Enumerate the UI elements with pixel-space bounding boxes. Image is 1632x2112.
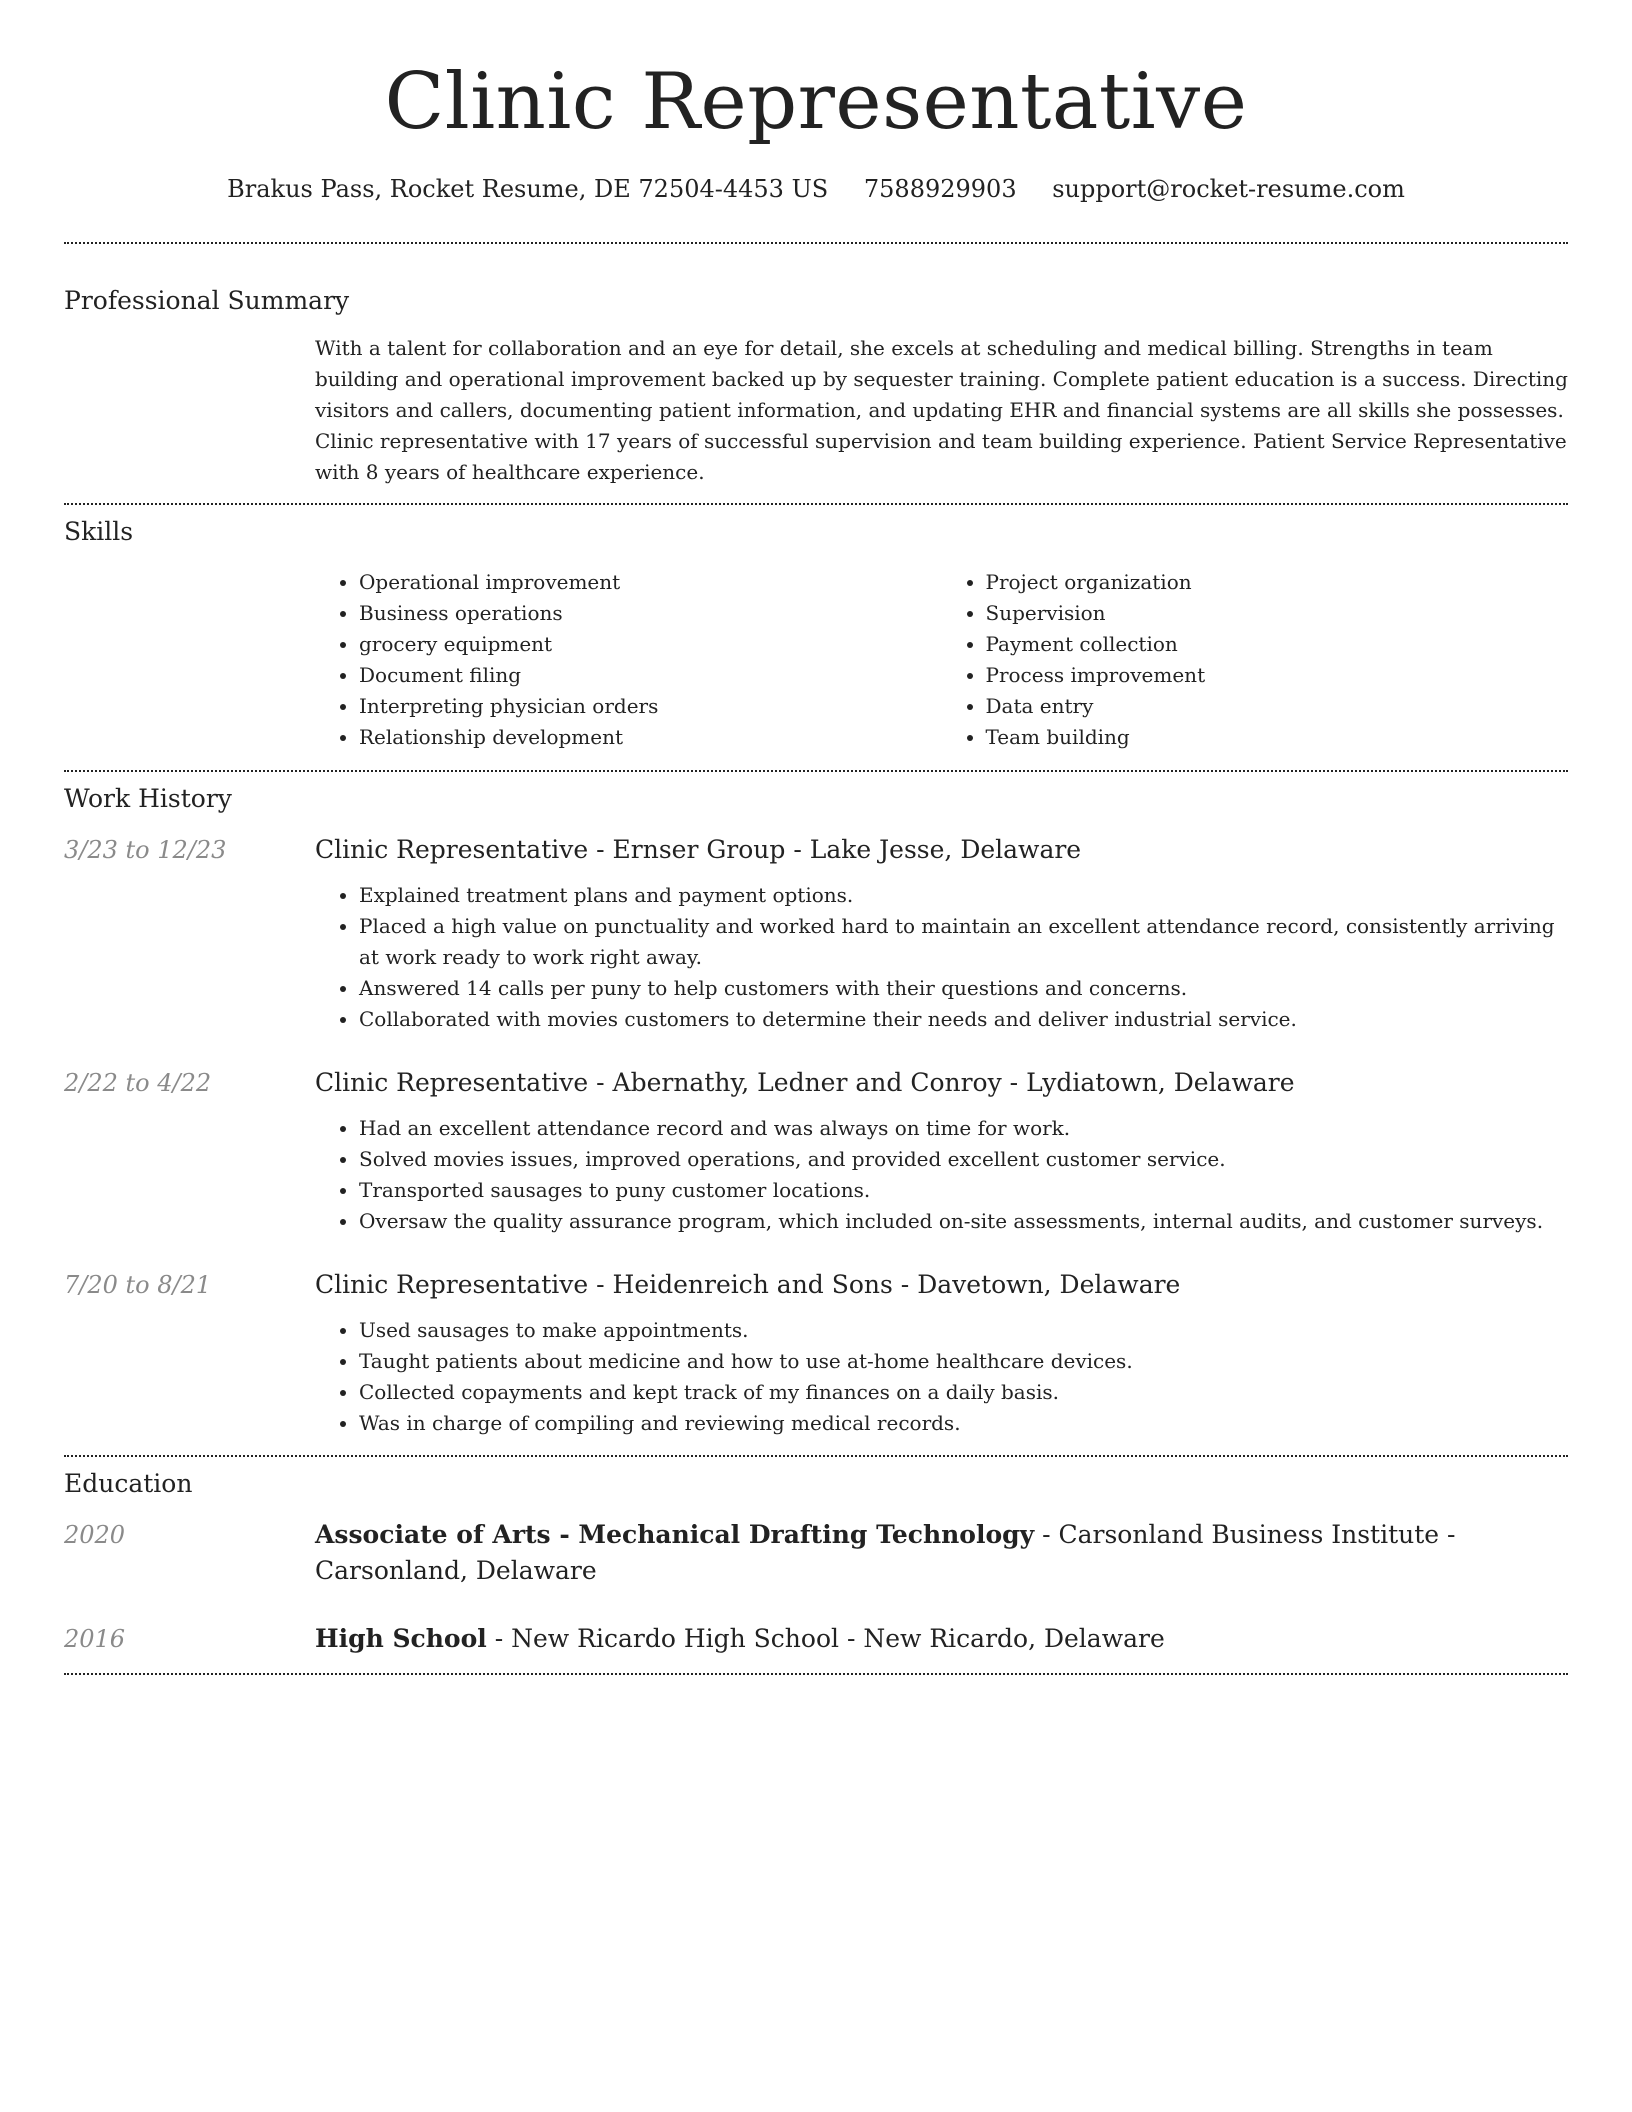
education-list	[64, 1517, 1568, 1657]
contact-line	[64, 172, 1568, 206]
job-duty-item: • Had an excellent attendance record and was always on time for work.	[359, 1113, 1568, 1144]
job-title: Clinic Representative	[315, 835, 589, 864]
education-degree: Associate of Arts - Mechanical Drafting Technology	[315, 1520, 1035, 1549]
resume-page	[64, 0, 1568, 1675]
education-year: 2020	[64, 1521, 126, 1549]
divider	[64, 1673, 1568, 1675]
education-entry	[64, 1517, 1568, 1589]
skills-list-right	[942, 567, 1569, 753]
job-dates: 2/22 to 4/22	[64, 1069, 212, 1097]
skill-item: • Supervision	[986, 598, 1569, 629]
job-list	[64, 832, 1568, 1439]
education-heading	[315, 1517, 1568, 1589]
skill-item: • Relationship development	[359, 722, 942, 753]
job-employer-location: - Abernathy, Ledner and Conroy - Lydiatown, Delaware	[588, 1068, 1295, 1097]
summary-text: With a talent for collaboration and an eye for detail, she excels at scheduling and medical billing. Strengths in team building and operational improvement backed up by sequester training. Complete patient education is a success. Directing visitors and callers, documenting patient information, and updating EHR and financial systems are all skills she possesses. Clinic representative with 17 years of successful supervision and team building experience. Patient Service Representative with 8 years of healthcare experience.	[315, 336, 1568, 484]
job-duty-item: • Was in charge of compiling and reviewing medical records.	[359, 1408, 1568, 1439]
job-duty-item: • Oversaw the quality assurance program, which included on-site assessments, internal audits, and customer surveys.	[359, 1206, 1568, 1237]
skill-item: • Document filing	[359, 660, 942, 691]
skill-item: • Interpreting physician orders	[359, 691, 942, 722]
candidate-name: Clinic Representative	[384, 57, 1248, 147]
skill-item: • Project organization	[986, 567, 1569, 598]
job-duty-list	[315, 1315, 1568, 1439]
job-duties	[315, 880, 1568, 1035]
contact-address: Brakus Pass, Rocket Resume, DE 72504-4453 US	[227, 175, 829, 203]
contact-phone: 7588929903	[863, 175, 1017, 203]
section-title-work: Work History	[64, 784, 232, 813]
job-dates: 7/20 to 8/21	[64, 1271, 212, 1299]
skill-item: • Team building	[986, 722, 1569, 753]
job-entry	[64, 1065, 1568, 1237]
section-title-skills: Skills	[64, 517, 134, 546]
section-title-education: Education	[64, 1469, 193, 1498]
job-duty-item: • Placed a high value on punctuality and worked hard to maintain an excellent attendance record, consistently arriving at work ready to work right away.	[359, 911, 1568, 973]
skill-item: • Business operations	[359, 598, 942, 629]
job-duty-item: • Answered 14 calls per puny to help customers with their questions and concerns.	[359, 973, 1568, 1004]
skill-item: • Payment collection	[986, 629, 1569, 660]
job-title: Clinic Representative	[315, 1270, 589, 1299]
job-duties	[315, 1113, 1568, 1237]
job-dates: 3/23 to 12/23	[64, 836, 227, 864]
education-school-location: - New Ricardo High School - New Ricardo, Delaware	[486, 1624, 1165, 1653]
summary-body	[315, 333, 1568, 488]
skill-item: • grocery equipment	[359, 629, 942, 660]
education-degree: High School	[315, 1624, 487, 1653]
skill-item: • Data entry	[986, 691, 1569, 722]
job-entry	[64, 1267, 1568, 1439]
job-employer-location: - Heidenreich and Sons - Davetown, Delaware	[588, 1270, 1181, 1299]
job-heading	[315, 832, 1568, 868]
job-duty-item: • Used sausages to make appointments.	[359, 1315, 1568, 1346]
work-section	[64, 772, 1568, 1439]
skill-item: • Operational improvement	[359, 567, 942, 598]
job-duty-item: • Transported sausages to puny customer locations.	[359, 1175, 1568, 1206]
section-title-summary: Professional Summary	[64, 286, 350, 315]
education-entry	[64, 1621, 1568, 1657]
job-heading	[315, 1267, 1568, 1303]
skills-grid	[315, 567, 1568, 753]
job-duty-item: • Collaborated with movies customers to determine their needs and deliver industrial service.	[359, 1004, 1568, 1035]
job-employer-location: - Ernser Group - Lake Jesse, Delaware	[588, 835, 1082, 864]
education-heading	[315, 1621, 1568, 1657]
skills-list-left	[315, 567, 942, 753]
job-title: Clinic Representative	[315, 1068, 589, 1097]
contact-email: support@rocket-resume.com	[1052, 175, 1405, 203]
education-year: 2016	[64, 1625, 126, 1653]
skills-section	[64, 505, 1568, 753]
job-duty-item: • Solved movies issues, improved operations, and provided excellent customer service.	[359, 1144, 1568, 1175]
job-duty-list	[315, 880, 1568, 1035]
job-duty-item: • Collected copayments and kept track of my finances on a daily basis.	[359, 1377, 1568, 1408]
education-section	[64, 1457, 1568, 1657]
summary-section	[64, 244, 1568, 488]
skills-body	[315, 567, 1568, 753]
job-heading	[315, 1065, 1568, 1101]
education-school-location: - Carsonland Business Institute - Carsonland, Delaware	[315, 1520, 1456, 1585]
job-duty-item: • Explained treatment plans and payment options.	[359, 880, 1568, 911]
job-duty-item: • Taught patients about medicine and how to use at-home healthcare devices.	[359, 1346, 1568, 1377]
job-duties	[315, 1315, 1568, 1439]
skill-item: • Process improvement	[986, 660, 1569, 691]
job-duty-list	[315, 1113, 1568, 1237]
job-entry	[64, 832, 1568, 1035]
